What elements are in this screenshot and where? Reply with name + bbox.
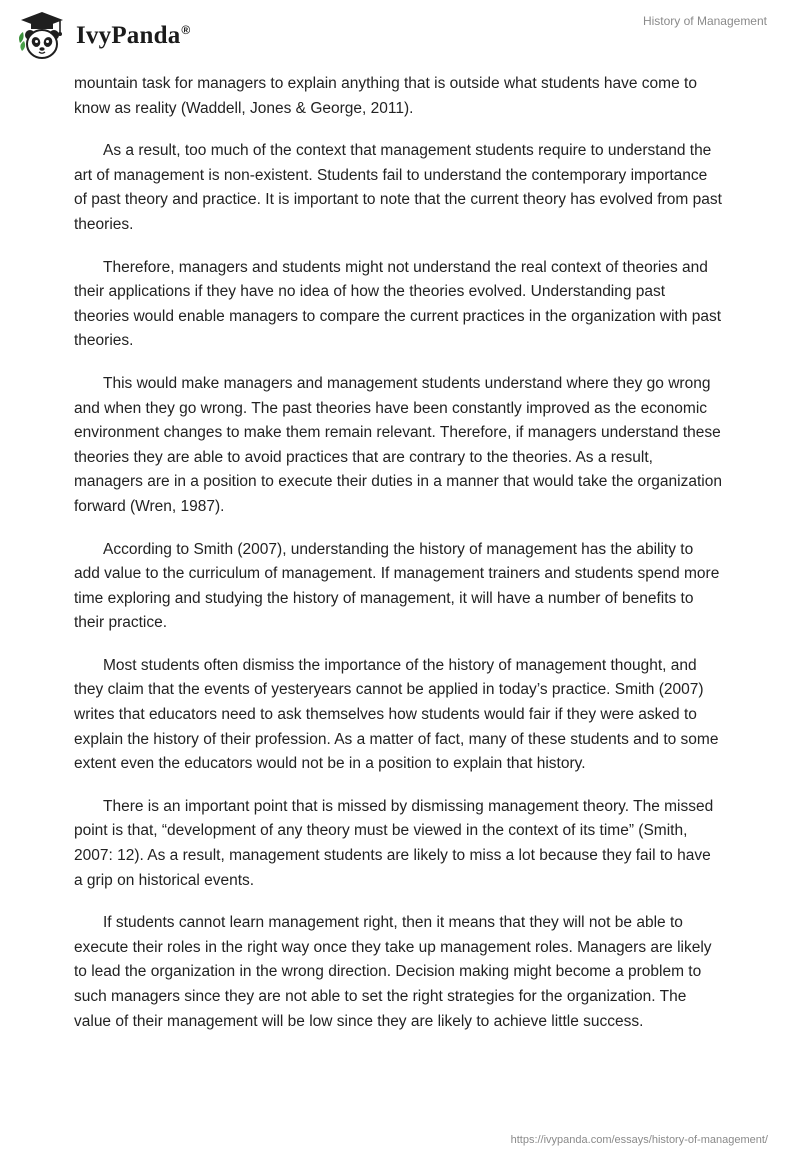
paragraph: As a result, too much of the context that management students require to understand the art of management is non-existent. Students fail to understand the contemporary importance of past theory and practice. It is important to note that the current theory has evolved from past theories. xyxy=(74,142,722,233)
panda-graduate-icon xyxy=(16,9,68,61)
brand-name: IvyPanda® xyxy=(76,22,191,49)
source-url[interactable]: https://ivypanda.com/essays/history-of-management/ xyxy=(510,1134,768,1146)
paragraph-continued: mountain task for managers to explain anything that is outside what students have come to know as reality (Waddell, Jones & George, 2011). xyxy=(74,75,697,117)
essay-body xyxy=(74,72,722,1052)
document-title: History of Management xyxy=(642,14,767,28)
page-header xyxy=(0,0,800,70)
paragraph: Therefore, managers and students might not understand the real context of theories and their applications if they have no idea of how the theories evolved. Understanding past theories would enable managers to compare the current practices in the organization with past theories. xyxy=(74,258,722,350)
ivypanda-logo[interactable] xyxy=(16,9,190,61)
paragraph: If students cannot learn management right, then it means that they will not be able to execute their roles in the right way once they take up management roles. Managers are likely to lead the organization in the wrong direction. Decision making might become a problem to such managers since they are not able to set the right strategies for the organization. The value of their management will be low since they are likely to achieve little success. xyxy=(74,914,712,1030)
registered-mark: ® xyxy=(181,22,191,37)
paragraph: According to Smith (2007), understanding the history of management has the ability to add value to the curriculum of management. If management trainers and students spend more time exploring and studying the history of management, it will have a number of benefits to their practice. xyxy=(74,540,720,632)
paragraph: There is an important point that is missed by dismissing management theory. The missed point is that, “development of any theory must be viewed in the context of its time” (Smith, 2007: 12). As a result, management students are likely to miss a lot because they fail to have a grip on historical events. xyxy=(74,797,714,889)
paragraph: Most students often dismiss the importance of the history of management thought, and they claim that the events of yesteryears cannot be applied in today’s practice. Smith (2007) writes that educators need to ask themselves how students would fair if they were asked to explain the history of their profession. As a matter of fact, many of these students and to some extent even the educators would not be in a position to explain that history. xyxy=(74,656,719,773)
paragraph: This would make managers and management students understand where they go wrong and when they go wrong. The past theories have been constantly improved as the economic environment changes to make them remain relevant. Therefore, if managers understand these theories they are able to avoid practices that are contrary to the theories. As a result, managers are in a position to execute their duties in a manner that would take the organization forward (Wren, 1987). xyxy=(74,374,722,515)
